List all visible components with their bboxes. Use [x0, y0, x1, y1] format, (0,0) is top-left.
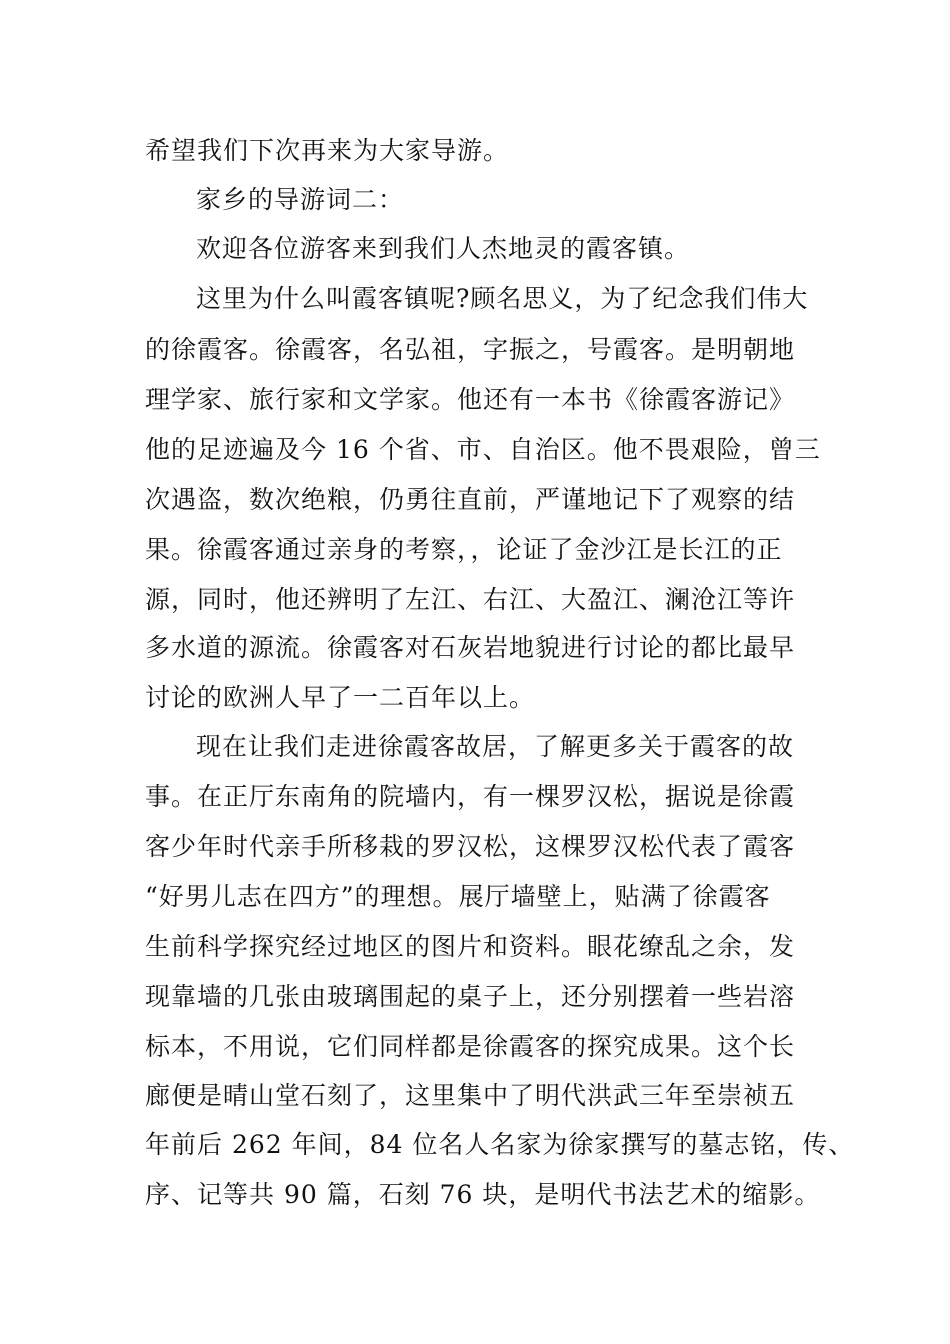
text-line: 次遇盗，数次绝粮，仍勇往直前，严谨地记下了观察的结 [145, 485, 796, 514]
text-line: 标本，不用说，它们同样都是徐霞客的探究成果。这个长 [145, 1032, 796, 1061]
text-line: 这里为什么叫霞客镇呢?顾名思义，为了纪念我们伟大 [196, 284, 809, 313]
text-line: 生前科学探究经过地区的图片和资料。眼花缭乱之余，发 [145, 932, 796, 961]
text-line: 现靠墙的几张由玻璃围起的桌子上，还分别摆着一些岩溶 [145, 982, 796, 1011]
text-line: 讨论的欧洲人早了一二百年以上。 [145, 683, 536, 712]
text-line: 的徐霞客。徐霞客，名弘祖，字振之，号霞客。是明朝地 [145, 335, 796, 364]
text-line: “好男儿志在四方”的理想。展厅墙壁上，贴满了徐霞客 [145, 882, 771, 911]
text-line: 源，同时，他还辨明了左江、右江、大盈江、澜沧江等许 [145, 585, 796, 614]
text-line: 他的足迹遍及今 16 个省、市、自治区。他不畏艰险，曾三 [145, 435, 821, 464]
text-line: 希望我们下次再来为大家导游。 [145, 136, 510, 165]
text-line: 年前后 262 年间，84 位名人名家为徐家撰写的墓志铭，传、 [145, 1130, 855, 1159]
section-heading: 家乡的导游词二： [196, 185, 405, 214]
text-line: 客少年时代亲手所移栽的罗汉松，这棵罗汉松代表了霞客 [145, 832, 796, 861]
text-line: 欢迎各位游客来到我们人杰地灵的霞客镇。 [196, 234, 691, 263]
text-line: 多水道的源流。徐霞客对石灰岩地貌进行讨论的都比最早 [145, 633, 796, 662]
text-line: 理学家、旅行家和文学家。他还有一本书《徐霞客游记》 [145, 385, 796, 414]
text-line: 廊便是晴山堂石刻了，这里集中了明代洪武三年至崇祯五 [145, 1081, 796, 1110]
text-line: 事。在正厅东南角的院墙内，有一棵罗汉松，据说是徐霞 [145, 782, 796, 811]
text-line: 现在让我们走进徐霞客故居，了解更多关于霞客的故 [196, 732, 795, 761]
text-line: 果。徐霞客通过亲身的考察，，论证了金沙江是长江的正 [145, 535, 783, 564]
text-line: 序、记等共 90 篇，石刻 76 块，是明代书法艺术的缩影。 [145, 1180, 821, 1209]
